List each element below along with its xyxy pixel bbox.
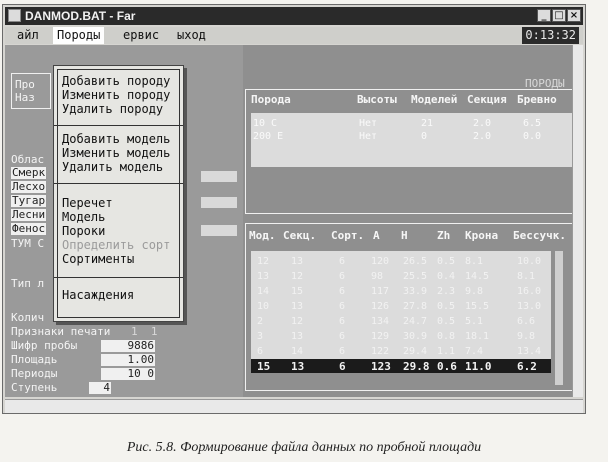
species-row-cell[interactable]: Нет [359, 131, 378, 142]
col-species: Порода [251, 93, 291, 106]
value-field[interactable] [201, 197, 237, 208]
model-row-cell[interactable]: 0.6 [437, 360, 457, 373]
model-row-cell[interactable]: 6 [339, 331, 346, 342]
menu-exit[interactable]: ыход [177, 28, 206, 42]
model-row-cell[interactable]: 15 [257, 360, 271, 373]
periods-label: Периоды [11, 367, 58, 380]
model-row-cell[interactable]: 13.0 [517, 301, 542, 312]
menu-separator [54, 125, 183, 126]
menu-item-edit-model[interactable]: Изменить модель [62, 146, 171, 160]
model-row-cell[interactable]: 18.1 [465, 331, 490, 342]
col-h: H [401, 229, 408, 242]
step-field[interactable]: 4 [89, 382, 111, 394]
print-signs-value[interactable]: 1 1 [131, 325, 158, 338]
model-row-cell[interactable]: 123 [371, 360, 391, 373]
model-row-cell[interactable]: 12 [257, 256, 270, 267]
species-row-cell[interactable]: 10 C [253, 118, 278, 129]
model-row-cell[interactable]: 13 [291, 301, 304, 312]
menu-separator [54, 183, 183, 184]
sample-code-label: Шифр пробы [11, 339, 78, 352]
model-row-cell[interactable]: 29.4 [403, 346, 428, 357]
model-row-cell[interactable]: 13 [291, 256, 304, 267]
model-row-cell[interactable]: 6 [339, 301, 346, 312]
left-label-pro: Про [15, 78, 35, 91]
minimize-button[interactable]: _ [537, 9, 551, 22]
model-row-cell[interactable]: 10 [257, 301, 270, 312]
maximize-button[interactable]: □ [552, 9, 566, 22]
menu-item-add-species[interactable]: Добавить породу [62, 74, 171, 88]
list-item[interactable]: Тугар [12, 194, 46, 207]
model-row-cell[interactable]: 14.5 [465, 271, 490, 282]
species-row-cell[interactable]: 0 [421, 131, 428, 142]
model-row-cell[interactable]: 6 [339, 360, 346, 373]
model-row-cell[interactable]: 6.6 [517, 316, 536, 327]
species-row-cell[interactable]: 0.0 [523, 131, 542, 142]
model-row-cell[interactable]: 12 [291, 271, 304, 282]
window-title: DANMOD.BAT - Far [25, 9, 136, 23]
model-row-cell[interactable]: 11.0 [465, 360, 492, 373]
model-row-cell[interactable]: 126 [371, 301, 390, 312]
model-row-cell[interactable]: 7.4 [465, 346, 484, 357]
menu-file[interactable]: айл [17, 28, 39, 42]
model-row-cell[interactable]: 122 [371, 346, 390, 357]
periods-field[interactable]: 10 0 [101, 368, 155, 380]
model-row-cell[interactable]: 13 [257, 271, 270, 282]
model-row-cell[interactable]: 16.0 [517, 286, 542, 297]
species-row-cell[interactable]: 2.0 [473, 131, 492, 142]
left-label-naz: Наз [15, 91, 35, 104]
species-dropdown-menu [53, 65, 184, 322]
col-sect: Секц. [283, 229, 317, 242]
model-row-cell[interactable]: 10.0 [517, 256, 542, 267]
model-row-cell[interactable]: 0.4 [437, 271, 456, 282]
col-a: A [373, 229, 380, 242]
model-row-cell[interactable]: 6 [339, 316, 346, 327]
col-knotfree: Бессучк. [513, 229, 566, 242]
menu-item-tally[interactable]: Перечет [62, 196, 113, 210]
model-row-cell[interactable]: 25.5 [403, 271, 428, 282]
menu-item-delete-species[interactable]: Удалить породу [62, 102, 164, 116]
list-item[interactable]: Лесни [12, 208, 46, 221]
menu-item-model[interactable]: Модель [62, 210, 106, 224]
model-row-cell[interactable]: 134 [371, 316, 390, 327]
model-row-cell[interactable]: 12 [291, 316, 304, 327]
area-label: Площадь [11, 353, 58, 366]
model-row-cell[interactable]: 6 [339, 271, 346, 282]
model-row-cell[interactable]: 120 [371, 256, 390, 267]
far-window [2, 4, 586, 414]
model-row-cell[interactable]: 2 [257, 316, 264, 327]
model-row-cell[interactable]: 14 [291, 346, 304, 357]
figure-caption: Рис. 5.8. Формирование файла данных по пробной площади [126, 440, 482, 455]
model-row-cell[interactable]: 98 [371, 271, 384, 282]
menu-species[interactable]: Породы [53, 27, 104, 44]
menu-item-assortments[interactable]: Сортименты [62, 252, 135, 266]
list-item[interactable]: Фенос [12, 222, 46, 235]
col-log: Бревно [517, 93, 557, 106]
model-row-cell[interactable]: 13.4 [517, 346, 542, 357]
menu-bar [5, 27, 583, 44]
model-row-cell[interactable]: 15.5 [465, 301, 490, 312]
sample-code-field[interactable]: 9886 [101, 340, 155, 352]
model-row-cell[interactable]: 8.1 [465, 256, 484, 267]
menu-item-add-model[interactable]: Добавить модель [62, 132, 171, 146]
species-panel-header: ПОРОДЫ [525, 77, 565, 90]
col-grade: Сорт. [331, 229, 365, 242]
list-item[interactable]: ТУМ С [11, 237, 45, 250]
value-field[interactable] [201, 225, 237, 236]
area-field[interactable]: 1.00 [101, 354, 155, 366]
list-item[interactable]: Лесхо [12, 180, 46, 193]
menu-item-delete-model[interactable]: Удалить модель [62, 160, 164, 174]
model-row-cell[interactable]: 0.5 [437, 301, 456, 312]
menu-item-determine-grade: Определить сорт [62, 238, 171, 252]
model-row-cell[interactable]: 6 [339, 346, 346, 357]
app-icon [8, 9, 21, 22]
model-list-scrollbar[interactable] [555, 251, 563, 385]
menu-service[interactable]: ервис [123, 28, 160, 42]
species-row-cell[interactable]: Нет [359, 118, 378, 129]
model-row-cell[interactable]: 15 [291, 286, 304, 297]
step-label: Ступень [11, 381, 58, 394]
model-row-cell[interactable]: 33.9 [403, 286, 428, 297]
model-row-cell[interactable]: 5.1 [465, 316, 484, 327]
col-heights: Высоты [357, 93, 397, 106]
model-row-cell[interactable]: 6.2 [517, 360, 537, 373]
species-row-cell[interactable]: 6.5 [523, 118, 542, 129]
menu-item-defects[interactable]: Пороки [62, 224, 106, 238]
model-row-cell[interactable]: 13 [291, 331, 304, 342]
model-row-cell[interactable]: 8.1 [517, 271, 536, 282]
region-label: Облас [11, 153, 45, 166]
model-row-cell[interactable]: 29.8 [403, 360, 430, 373]
clock: 0:13:32 [522, 27, 579, 44]
count-label: Колич [11, 311, 45, 324]
menu-separator [54, 277, 183, 278]
model-row-cell[interactable]: 6 [257, 346, 264, 357]
close-button[interactable]: × [567, 9, 581, 22]
menu-item-edit-species[interactable]: Изменить породу [62, 88, 171, 102]
model-row-cell[interactable]: 30.9 [403, 331, 428, 342]
model-row-cell[interactable]: 0.5 [437, 316, 456, 327]
model-row-cell[interactable]: 117 [371, 286, 390, 297]
model-row-cell[interactable]: 24.7 [403, 316, 428, 327]
species-row-cell[interactable]: 21 [421, 118, 434, 129]
forest-type-label: Тип л [11, 277, 45, 290]
col-crown: Крона [465, 229, 499, 242]
window-scrollbar[interactable] [572, 45, 583, 397]
species-row-cell[interactable]: 2.0 [473, 118, 492, 129]
model-row-cell[interactable]: 2.3 [437, 286, 456, 297]
model-row-cell[interactable]: 13 [291, 360, 305, 373]
model-row-cell[interactable]: 14 [257, 286, 270, 297]
model-row-cell[interactable]: 0.5 [437, 256, 456, 267]
species-row-cell[interactable]: 200 E [253, 131, 284, 142]
col-model: Мод. [249, 229, 276, 242]
model-row-cell[interactable]: 6 [339, 286, 346, 297]
model-row-cell[interactable]: 129 [371, 331, 390, 342]
list-item[interactable]: Смерк [12, 166, 46, 179]
title-bar [5, 7, 583, 25]
model-row-cell[interactable]: 1.1 [437, 346, 456, 357]
model-row-cell[interactable]: 6 [339, 256, 346, 267]
menu-item-stands[interactable]: Насаждения [62, 288, 135, 302]
col-section: Секция [467, 93, 507, 106]
model-row-cell[interactable]: 3 [257, 331, 264, 342]
print-signs-label: Признаки печати [11, 325, 111, 338]
horizontal-scrollbar[interactable] [5, 399, 583, 413]
model-row-cell[interactable]: 27.8 [403, 301, 428, 312]
model-row-cell[interactable]: 9.8 [465, 286, 484, 297]
model-row-cell[interactable]: 0.8 [437, 331, 456, 342]
value-field[interactable] [201, 171, 237, 182]
col-zh: Zh [437, 229, 451, 242]
model-row-cell[interactable]: 9.8 [517, 331, 536, 342]
col-models: Моделей [411, 93, 458, 106]
model-row-cell[interactable]: 26.5 [403, 256, 428, 267]
